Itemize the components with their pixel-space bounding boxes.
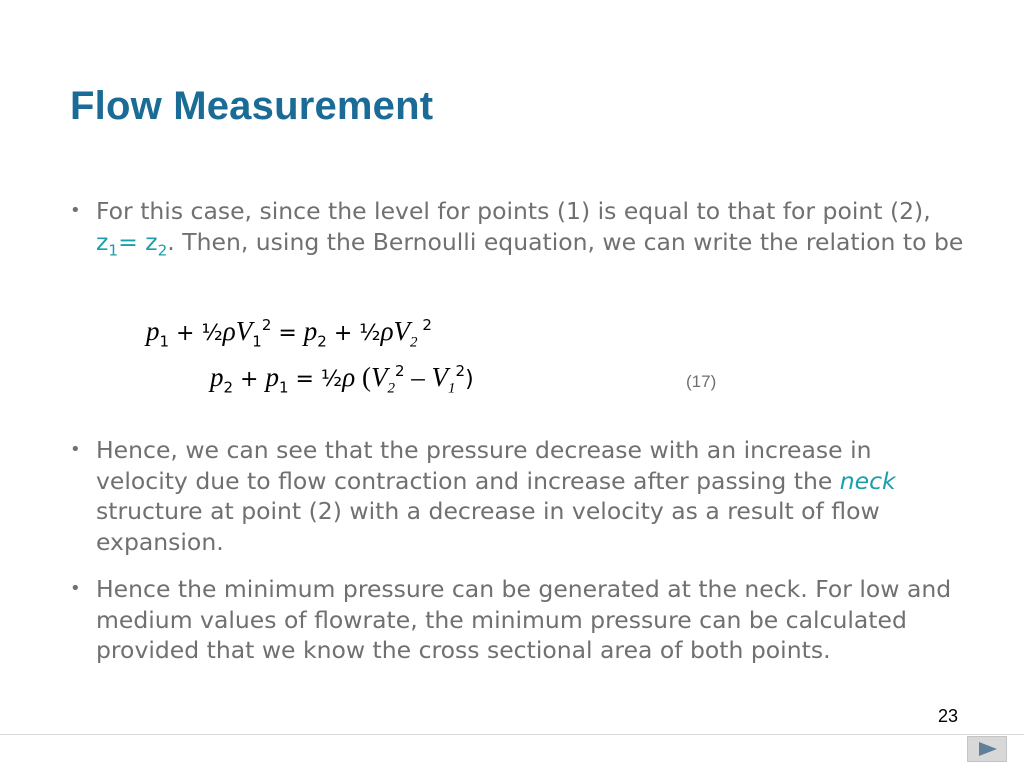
equation-2: $p_2 + p_1$ = ½ρ $(V_2^2 - V_1^2)$ (210, 362, 474, 397)
play-triangle-icon (978, 741, 998, 757)
bullet-1-text: For this case, since the level for points (1) is equal to that for point (2), $z_1= z_2$. Then, using the Bernoulli equation, we can write the relation to be (96, 197, 964, 260)
z1-symbol: $z_1= z_2$ (96, 227, 168, 260)
bullet-3 (70, 574, 970, 666)
bullet-3-text: Hence the minimum pressure can be generated at the neck. For low and medium values of flowrate, the minimum pressure can be calculated provided that we know the cross sectional area of both points. (96, 575, 952, 664)
footer-divider (0, 734, 1024, 735)
bullet-dot-icon: • (70, 578, 81, 599)
equation-1: $p_1$ + $\frac{1}{2}\rho V_1^2 = p_2$ + $\frac{1}{2}\rho V_2$ $^2$ (146, 316, 432, 351)
equation-number: (17) (686, 372, 717, 391)
bullet-1 (70, 196, 970, 260)
slide-title: Flow Measurement (70, 84, 434, 128)
next-slide-button[interactable] (967, 736, 1007, 762)
neck-term: neck (839, 466, 896, 495)
page-number: 23 (938, 706, 959, 726)
bullet-2 (70, 435, 970, 557)
bullet-2-text: Hence, we can see that the pressure decrease with an increase in velocity due to flow contraction and increase after passing the neck structure at point (2) with a decrease in velocity as a result of flow expansion. (96, 436, 896, 556)
bullet-dot-icon: • (70, 200, 81, 221)
bullet-dot-icon: • (70, 439, 81, 460)
